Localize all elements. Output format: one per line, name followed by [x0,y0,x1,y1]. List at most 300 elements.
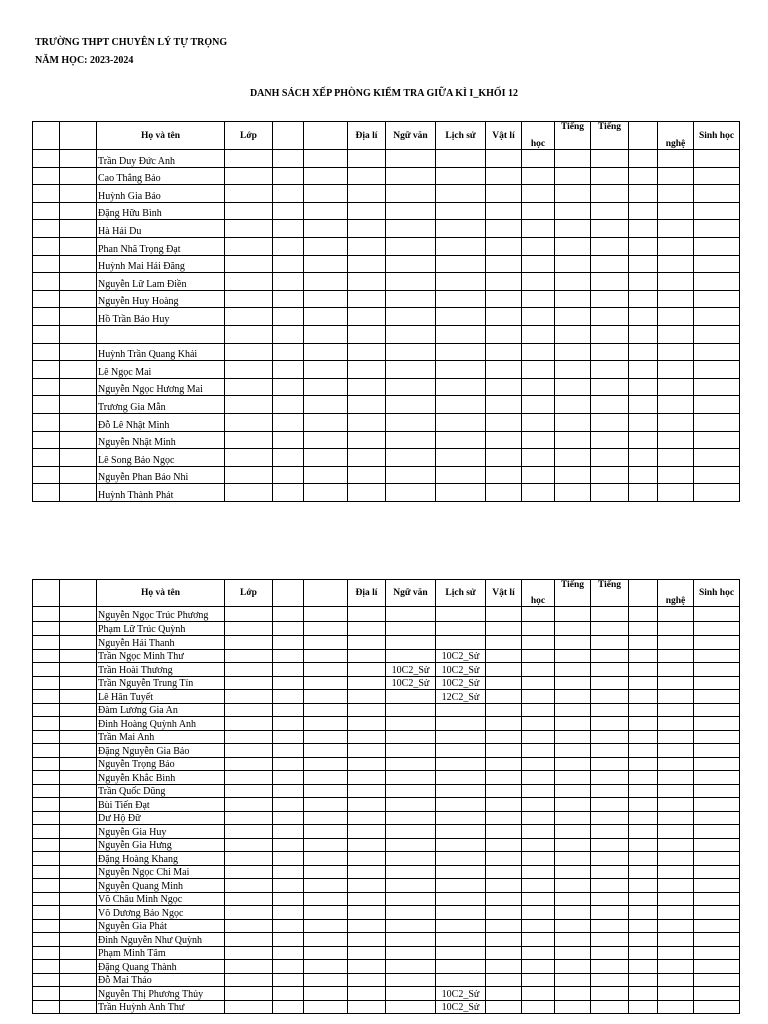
empty-cell [591,892,629,906]
history-cell [436,865,486,879]
empty-cell [486,449,522,467]
empty-cell [225,237,273,255]
empty-cell [348,649,386,663]
empty-cell [304,167,348,185]
col-name-header: Họ và tên [97,122,225,150]
empty-cell [629,325,658,343]
empty-cell [436,185,486,203]
empty-cell [522,676,555,690]
empty-cell [273,621,304,636]
empty-cell [694,838,740,852]
col-index-header [33,122,60,150]
empty-cell [225,973,273,987]
empty-cell [304,343,348,361]
empty-cell [629,308,658,326]
empty-cell [304,690,348,704]
empty-cell [33,690,60,704]
literature-cell [386,825,436,839]
student-name: Nguyễn Thị Phương Thủy [97,987,225,1001]
empty-cell [591,649,629,663]
empty-cell [60,431,97,449]
empty-cell [694,703,740,717]
empty-cell [386,167,436,185]
empty-cell [273,255,304,273]
empty-cell [486,343,522,361]
empty-cell [658,771,694,785]
table-row [33,167,740,185]
student-name: Nguyễn Ngọc Trúc Phương [97,607,225,622]
empty-cell [225,308,273,326]
empty-cell [629,987,658,1001]
empty-cell [591,325,629,343]
empty-cell [386,325,436,343]
student-name: Cao Thắng Bảo [97,167,225,185]
empty-cell [273,1000,304,1014]
empty-cell [591,449,629,467]
table-row [33,717,740,731]
empty-cell [486,167,522,185]
empty-cell [225,649,273,663]
empty-cell [304,449,348,467]
empty-cell [694,607,740,622]
empty-cell [522,649,555,663]
empty-cell [591,744,629,758]
empty-cell [348,396,386,414]
empty-cell [486,771,522,785]
empty-cell [486,784,522,798]
empty-cell [591,202,629,220]
empty-cell [486,636,522,650]
col-chemistry-header: học [522,122,555,150]
empty-cell [436,449,486,467]
table-row [33,220,740,238]
empty-cell [304,906,348,920]
empty-cell [33,892,60,906]
table-row [33,744,740,758]
table-row [33,649,740,663]
student-name: Nguyễn Lữ Lam Điền [97,273,225,291]
empty-cell [694,811,740,825]
empty-cell [33,717,60,731]
empty-cell [658,744,694,758]
empty-cell [225,784,273,798]
empty-cell [522,946,555,960]
empty-cell [486,906,522,920]
history-cell [436,771,486,785]
empty-cell [694,690,740,704]
empty-cell [486,879,522,893]
empty-cell [304,852,348,866]
empty-cell [225,1000,273,1014]
student-name: Nguyễn Phan Bảo Nhi [97,466,225,484]
empty-cell [629,361,658,379]
room-list-table-1 [32,121,740,502]
empty-cell [386,431,436,449]
empty-cell [555,960,591,974]
table-row [33,150,740,168]
empty-cell [273,413,304,431]
table-row [33,879,740,893]
empty-cell [629,784,658,798]
empty-cell [33,607,60,622]
empty-cell [486,676,522,690]
empty-cell [304,879,348,893]
empty-cell [629,973,658,987]
empty-cell [348,1000,386,1014]
empty-cell [694,466,740,484]
empty-cell [33,784,60,798]
empty-cell [273,237,304,255]
history-cell [436,730,486,744]
empty-cell [60,933,97,947]
empty-cell [629,167,658,185]
empty-cell [60,1000,97,1014]
empty-cell [225,744,273,758]
empty-cell [436,378,486,396]
empty-cell [304,413,348,431]
empty-cell [348,273,386,291]
table-row [33,202,740,220]
col-history-header: Lịch sử [436,580,486,607]
empty-cell [694,717,740,731]
empty-cell [522,396,555,414]
empty-cell [273,308,304,326]
empty-cell [60,649,97,663]
empty-cell [386,361,436,379]
empty-cell [348,343,386,361]
empty-cell [658,690,694,704]
empty-cell [486,919,522,933]
empty-cell [273,838,304,852]
empty-cell [555,185,591,203]
student-name [97,325,225,343]
empty-cell [591,703,629,717]
student-name: Trần Mai Anh [97,730,225,744]
empty-cell [658,290,694,308]
empty-cell [273,449,304,467]
empty-cell [694,676,740,690]
student-name: Đinh Hoàng Quỳnh Anh [97,717,225,731]
empty-cell [629,220,658,238]
empty-cell [225,290,273,308]
empty-cell [555,431,591,449]
empty-cell [60,396,97,414]
empty-cell [658,987,694,1001]
student-name: Nguyễn Khắc Bình [97,771,225,785]
empty-cell [486,378,522,396]
empty-cell [694,378,740,396]
empty-cell [60,987,97,1001]
empty-cell [273,636,304,650]
empty-cell [273,220,304,238]
empty-cell [436,431,486,449]
empty-cell [629,703,658,717]
school-name: TRƯỜNG THPT CHUYÊN LÝ TỰ TRỌNG [35,37,228,48]
empty-cell [555,825,591,839]
empty-cell [629,730,658,744]
empty-cell [694,484,740,502]
empty-cell [348,906,386,920]
col-index-header [33,580,60,607]
empty-cell [555,1000,591,1014]
empty-cell [694,744,740,758]
empty-cell [304,865,348,879]
empty-cell [348,413,386,431]
student-name: Đặng Nguyễn Gia Bảo [97,744,225,758]
literature-cell [386,798,436,812]
empty-cell [304,649,348,663]
empty-cell [273,150,304,168]
empty-cell [591,1000,629,1014]
empty-cell [225,484,273,502]
student-name: Trần Nguyễn Trung Tín [97,676,225,690]
empty-cell [33,202,60,220]
empty-cell [33,663,60,677]
empty-cell [658,185,694,203]
student-name: Phạm Minh Tâm [97,946,225,960]
empty-cell [33,361,60,379]
empty-cell [273,690,304,704]
empty-cell [522,449,555,467]
empty-cell [522,919,555,933]
history-cell [436,744,486,758]
empty-cell [225,378,273,396]
empty-cell [555,717,591,731]
empty-cell [348,744,386,758]
empty-cell [304,185,348,203]
col-geography-header: Địa lí [348,580,386,607]
empty-cell [225,220,273,238]
empty-cell [658,636,694,650]
table-row [33,663,740,677]
empty-cell [694,396,740,414]
empty-cell [555,150,591,168]
empty-cell [348,757,386,771]
literature-cell [386,852,436,866]
empty-cell [304,987,348,1001]
empty-cell [694,960,740,974]
table-row [33,607,740,622]
empty-cell [522,663,555,677]
empty-cell [225,879,273,893]
empty-cell [33,649,60,663]
history-cell [436,621,486,636]
empty-cell [522,987,555,1001]
empty-cell [348,717,386,731]
col-physics-header: Vật lí [486,122,522,150]
empty-cell [304,361,348,379]
empty-cell [304,973,348,987]
school-year: NĂM HỌC: 2023-2024 [35,55,134,66]
col-blank-a-header [273,580,304,607]
empty-cell [555,636,591,650]
empty-cell [486,892,522,906]
empty-cell [486,649,522,663]
empty-cell [486,150,522,168]
literature-cell [386,919,436,933]
empty-cell [386,378,436,396]
empty-cell [304,771,348,785]
empty-cell [658,717,694,731]
empty-cell [658,273,694,291]
empty-cell [522,960,555,974]
empty-cell [658,396,694,414]
empty-cell [522,273,555,291]
empty-cell [694,933,740,947]
empty-cell [304,798,348,812]
empty-cell [694,255,740,273]
empty-cell [304,237,348,255]
empty-cell [522,771,555,785]
empty-cell [658,919,694,933]
empty-cell [591,290,629,308]
empty-cell [348,771,386,785]
empty-cell [555,879,591,893]
empty-cell [486,361,522,379]
history-cell [436,825,486,839]
empty-cell [273,973,304,987]
empty-cell [591,906,629,920]
empty-cell [348,325,386,343]
empty-cell [658,466,694,484]
table-row [33,973,740,987]
empty-cell [555,396,591,414]
empty-cell [486,185,522,203]
empty-cell [273,167,304,185]
col-history-header: Lịch sử [436,122,486,150]
history-cell [436,798,486,812]
empty-cell [273,987,304,1001]
empty-cell [348,484,386,502]
empty-cell [591,933,629,947]
empty-cell [591,960,629,974]
empty-cell [591,273,629,291]
empty-cell [555,838,591,852]
empty-cell [33,449,60,467]
empty-cell [348,202,386,220]
empty-cell [304,825,348,839]
empty-cell [60,273,97,291]
empty-cell [694,413,740,431]
empty-cell [658,237,694,255]
empty-cell [555,343,591,361]
col-blank-b-header [304,122,348,150]
empty-cell [522,744,555,758]
empty-cell [33,879,60,893]
empty-cell [591,771,629,785]
history-cell [436,703,486,717]
empty-cell [348,237,386,255]
empty-cell [304,308,348,326]
literature-cell [386,960,436,974]
empty-cell [486,431,522,449]
empty-cell [348,852,386,866]
empty-cell [694,825,740,839]
empty-cell [555,744,591,758]
empty-cell [629,757,658,771]
empty-cell [522,703,555,717]
table-row [33,730,740,744]
empty-cell [273,771,304,785]
empty-cell [486,273,522,291]
empty-cell [629,449,658,467]
empty-cell [60,484,97,502]
empty-cell [629,663,658,677]
empty-cell [629,621,658,636]
table-row [33,960,740,974]
empty-cell [629,852,658,866]
empty-cell [629,676,658,690]
empty-cell [522,378,555,396]
empty-cell [486,825,522,839]
empty-cell [225,946,273,960]
empty-cell [522,361,555,379]
empty-cell [225,798,273,812]
empty-cell [33,987,60,1001]
student-name: Huỳnh Mai Hải Đăng [97,255,225,273]
empty-cell [273,784,304,798]
literature-cell [386,690,436,704]
empty-cell [436,396,486,414]
empty-cell [348,676,386,690]
empty-cell [591,946,629,960]
empty-cell [33,220,60,238]
empty-cell [386,413,436,431]
table-row [33,825,740,839]
empty-cell [629,811,658,825]
empty-cell [60,811,97,825]
empty-cell [225,987,273,1001]
empty-cell [555,784,591,798]
empty-cell [273,865,304,879]
student-name: Trần Quốc Dũng [97,784,225,798]
empty-cell [348,784,386,798]
col-sbd-header [60,580,97,607]
room-list-table-2 [32,579,740,1014]
empty-cell [486,290,522,308]
student-name: Trần Hoài Thương [97,663,225,677]
empty-cell [33,1000,60,1014]
empty-cell [694,325,740,343]
history-cell: 10C2_Sử [436,987,486,1001]
empty-cell [629,1000,658,1014]
empty-cell [629,431,658,449]
empty-cell [555,484,591,502]
empty-cell [304,757,348,771]
history-cell [436,784,486,798]
empty-cell [60,771,97,785]
empty-cell [658,378,694,396]
empty-cell [33,290,60,308]
empty-cell [591,237,629,255]
empty-cell [658,431,694,449]
empty-cell [386,202,436,220]
literature-cell [386,607,436,622]
empty-cell [348,607,386,622]
empty-cell [225,730,273,744]
empty-cell [273,396,304,414]
empty-cell [658,879,694,893]
empty-cell [555,730,591,744]
empty-cell [629,636,658,650]
empty-cell [273,273,304,291]
empty-cell [591,621,629,636]
student-name: Đinh Nguyễn Như Quỳnh [97,933,225,947]
empty-cell [694,361,740,379]
empty-cell [658,649,694,663]
student-name: Nguyễn Hải Thanh [97,636,225,650]
empty-cell [60,150,97,168]
